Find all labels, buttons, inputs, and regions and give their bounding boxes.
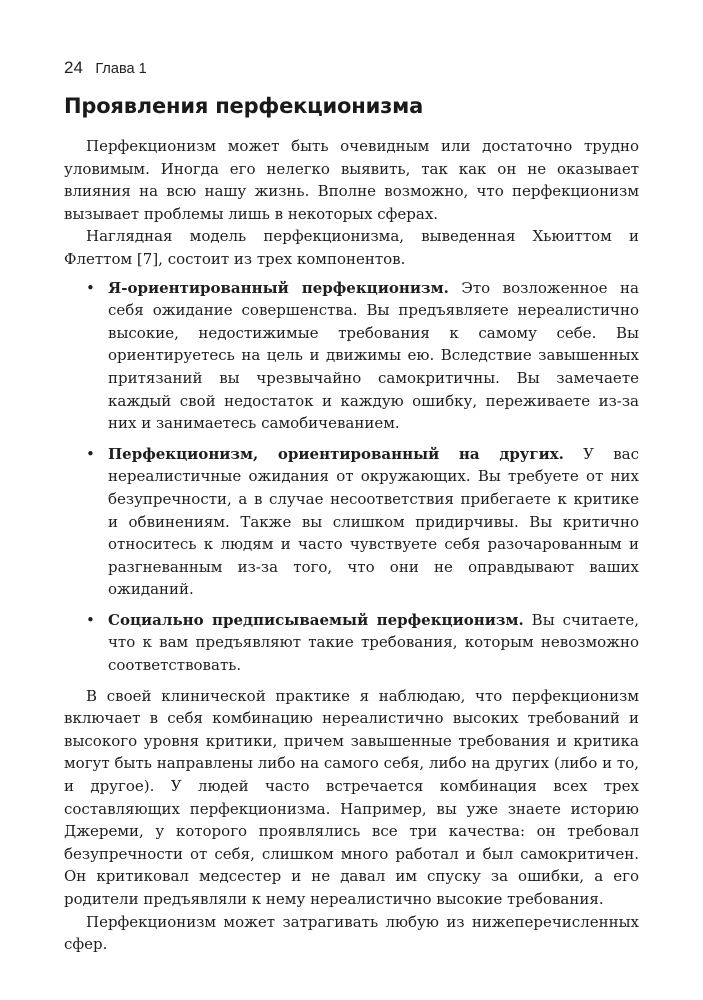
section-title: Проявления перфекционизма [64,94,424,118]
body-paragraph-1: В своей клинической практике я наблюдаю, что перфекционизм включает в себя комбинацию нереалистично высоких требований и высокого уровня критики, причем завышенные требования и критика могут быть направлены либо на самого себя, либо на других (либо и то, и другое). У людей часто встречается комбинация всех трех составляющих перфекционизма. Например, вы уже знаете историю Джереми, у которого проявлялись все три качества: он требовал безупречности от себя, слишком много работал и был самокритичен. Он критиковал медсестер и не давал им спуску за ошибки, а его родители предъявляли к нему нереалистично высокие требования. [64,686,639,908]
page-number: 24 [64,58,83,77]
list-item-term: Я-ориентированный перфекционизм. [108,278,449,297]
intro-paragraph-2: Наглядная модель перфекционизма, выведенная Хьюиттом и Флеттом [7], состоит из трех компонентов. [64,227,639,268]
intro-paragraph-1: Перфекционизм может быть очевидным или достаточно трудно уловимым. Иногда его нелегко выявить, так как он не оказывает влияния на всю нашу жизнь. Вполне возможно, что перфекционизм вызывает проблемы лишь в некоторых сферах. [64,137,639,223]
body-paragraph-2: Перфекционизм может затрагивать любую из нижеперечисленных сфер. [64,912,639,954]
page-body [64,135,639,956]
components-list [64,277,639,677]
list-item-text: Вы считаете, что к вам предъявляют такие требования, которым невозможно соответствовать. [108,610,639,675]
list-item-term: Социально предписываемый перфекционизм. [108,610,524,629]
chapter-label: Глава 1 [95,61,147,77]
list-item-term: Перфекционизм, ориентированный на других. [108,444,564,463]
list-item-text: Это возложенное на себя ожидание совершенства. Вы предъявляете нереалистично высокие, недостижимые требования к самому себе. Вы ориентируетесь на цель и движимы ею. Вследствие завышенных притязаний вы чрезвычайно самокритичны. Вы замечаете каждый свой недостаток и каждую ошибку, переживаете из-за них и занимаетесь самобичеванием. [108,278,639,433]
list-item [64,277,639,435]
list-item-text: У вас нереалистичные ожидания от окружающих. Вы требуете от них безупречности, а в случае несоответствия прибегаете к критике и обвинениям. Также вы слишком придирчивы. Вы критично относитесь к людям и часто чувствуете себя разочарованным и разгневанным из-за того, что они не оправдывают ваших ожиданий. [108,444,639,599]
running-header [64,58,147,78]
list-item [64,609,639,677]
list-item [64,443,639,601]
